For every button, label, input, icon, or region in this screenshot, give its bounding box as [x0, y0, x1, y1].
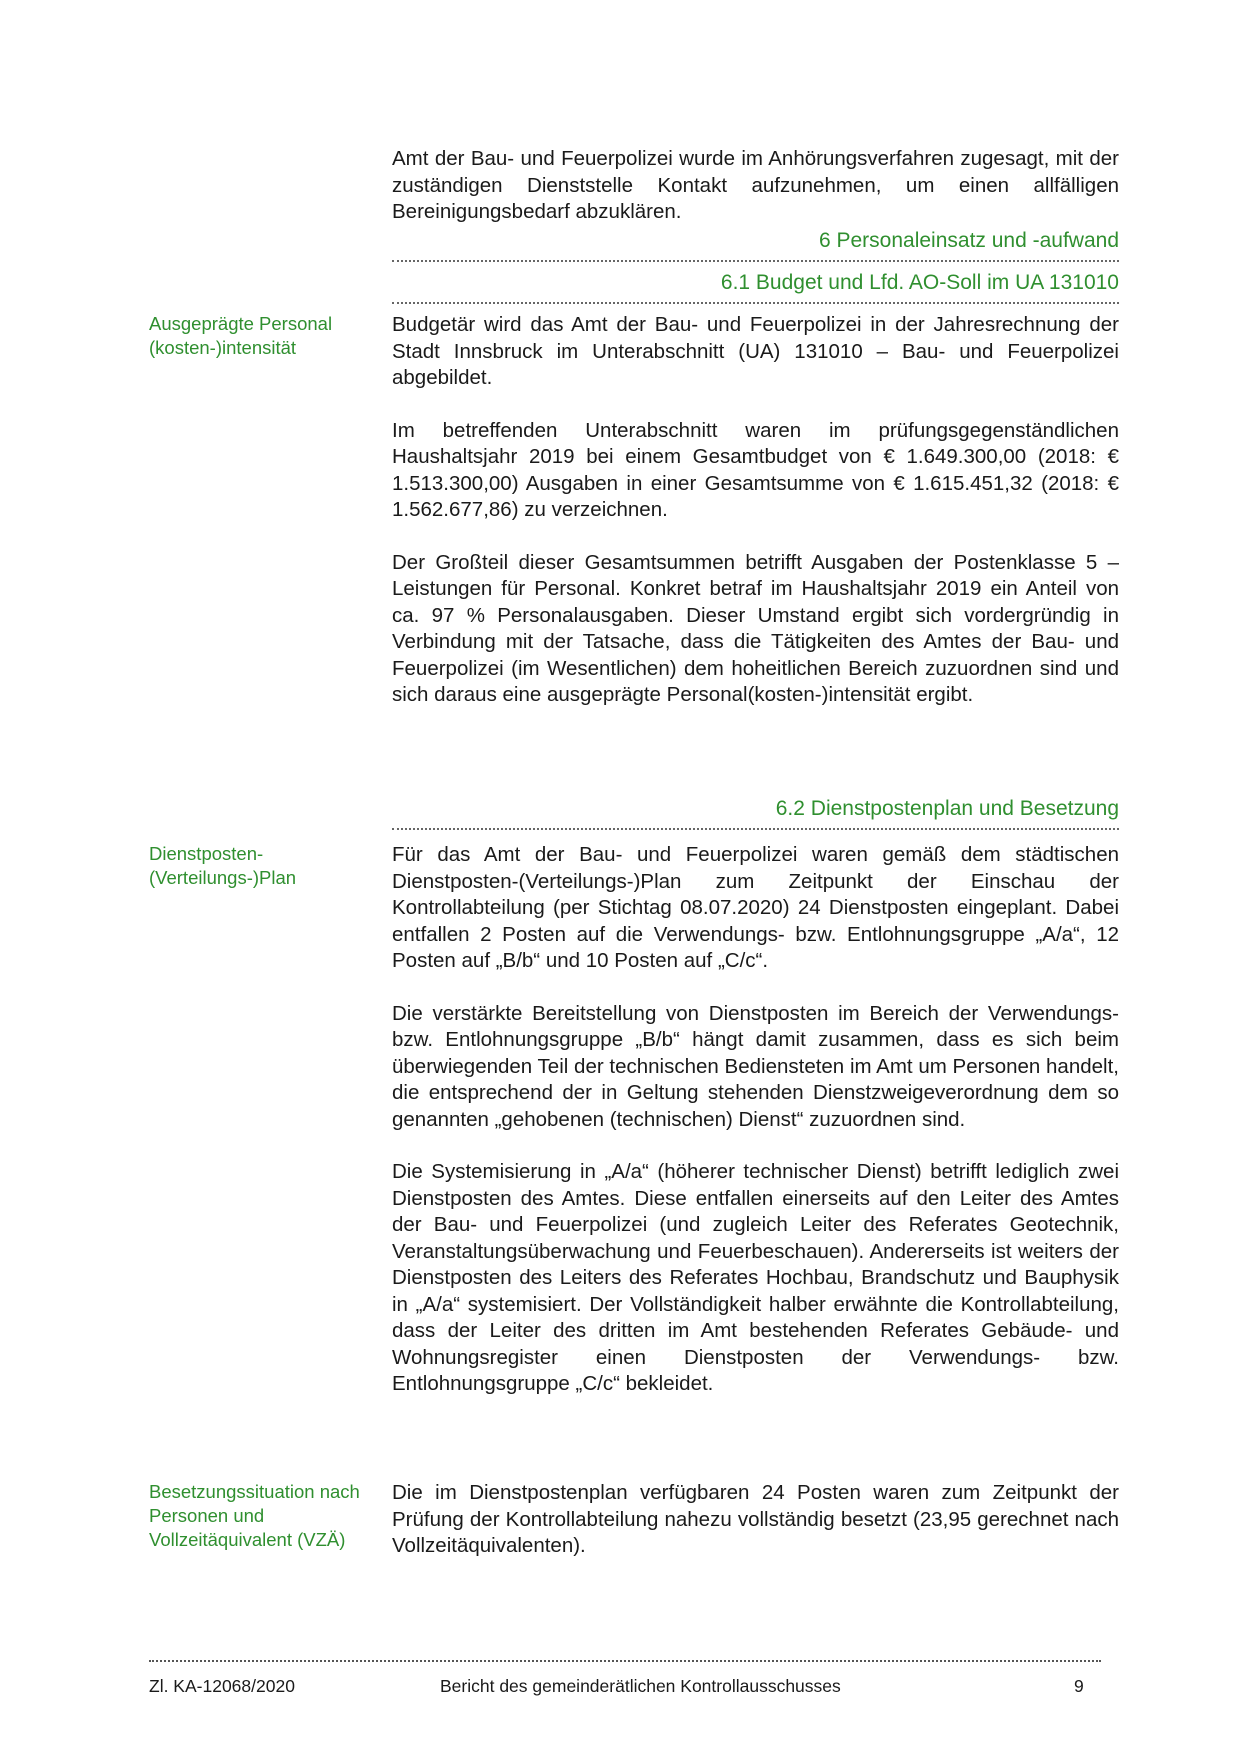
intro-block: [392, 146, 1119, 226]
paragraph-occupancy: Die im Dienstpostenplan verfügbaren 24 Posten waren zum Zeitpunkt der Prüfung der Kontrollabteilung nahezu vollständig besetzt (23,95 gerechnet nach Vollzeitäquivalenten).: [392, 1481, 1119, 1557]
paragraph-group-aa: Die Systemisierung in „A/a“ (höherer technischer Dienst) betrifft lediglich zwei Dienstposten des Amtes. Diese entfallen einerseits auf den Leiter des Amtes der Bau- und Feuerpolizei (und zugleich Leiter des Referates Geotechnik, Veranstaltungsüberwachung und Feuerbeschauen). Andererseits ist weiters der Dienstposten des Leiters des Referates Hochbau, Brandschutz und Bauphysik in „A/a“ systemisiert. Der Vollständigkeit halber erwähnte die Kontrollabteilung, dass der Leiter des dritten im Amt bestehenden Referates Gebäude- und Wohnungsregister einen Dienstposten der Verwendungs- bzw. Entlohnungsgruppe „C/c“ bekleidet.: [392, 1160, 1119, 1395]
section-6-1-heading: 6.1 Budget und Lfd. AO-Soll im UA 131010: [392, 270, 1119, 304]
footer-divider: [149, 1660, 1101, 1662]
paragraph-expenses: Im betreffenden Unterabschnitt waren im prüfungsgegenständlichen Haushaltsjahr 2019 bei einem Gesamtbudget von € 1.649.300,00 (2018: € 1.513.300,00) Ausgaben in einer Gesamtsumme von € 1.615.451,32 (2018: € 1.562.677,86) zu verzeichnen.: [392, 418, 1119, 521]
section-6-heading: 6 Personaleinsatz und -aufwand: [392, 228, 1119, 262]
section-6-2-body: [392, 842, 1119, 1398]
margin-note-occupancy: Besetzungssituation nach Personen und Vollzeitäquivalent (VZÄ): [149, 1481, 360, 1550]
section-6-2-final: [392, 1480, 1119, 1560]
paragraph-personnel-costs: Der Großteil dieser Gesamtsummen betrifft Ausgaben der Postenklasse 5 – Leistungen für Personal. Konkret betraf im Haushaltsjahr 2019 ein Anteil von ca. 97 % Personalausgaben. Dieser Umstand ergibt sich vordergründig in Verbindung mit der Tatsache, dass die Tätigkeiten des Amtes der Bau- und Feuerpolizei (im Wesentlichen) dem hoheitlichen Bereich zuzuordnen sind und sich daraus eine ausgeprägte Personal(kosten-)intensität ergibt.: [392, 550, 1119, 706]
paragraph-budget: Budgetär wird das Amt der Bau- und Feuerpolizei in der Jahresrechnung der Stadt Innsbruck im Unterabschnitt (UA) 131010 – Bau- und Feuerpolizei abgebildet.: [392, 313, 1119, 389]
footer-page-number: 9: [1074, 1676, 1084, 1696]
section-6-1-body: [392, 312, 1119, 709]
intro-paragraph: Amt der Bau- und Feuerpolizei wurde im Anhörungsverfahren zugesagt, mit der zuständigen Dienststelle Kontakt aufzunehmen, um einen allfälligen Bereinigungsbedarf abzuklären.: [392, 147, 1119, 223]
section-6-2-heading: 6.2 Dienstpostenplan und Besetzung: [392, 796, 1119, 830]
paragraph-group-bb: Die verstärkte Bereitstellung von Dienstposten im Bereich der Verwendungs- bzw. Entlohnungsgruppe „B/b“ hängt damit zusammen, dass es sich beim überwiegenden Teil der technischen Bediensteten im Amt um Personen handelt, die entsprechend der in Geltung stehenden Dienstzweigeverordnung dem so genannten „gehobenen (technischen) Dienst“ zuzuordnen sind.: [392, 1001, 1119, 1131]
footer-report-title: Bericht des gemeinderätlichen Kontrollausschusses: [440, 1676, 841, 1696]
paragraph-staffing-plan: Für das Amt der Bau- und Feuerpolizei waren gemäß dem städtischen Dienstposten-(Verteilungs-)Plan zum Zeitpunkt der Einschau der Kontrollabteilung (per Stichtag 08.07.2020) 24 Dienstposten eingeplant. Dabei entfallen 2 Posten auf die Verwendungs- bzw. Entlohnungsgruppe „A/a“, 12 Posten auf „B/b“ und 10 Posten auf „C/c“.: [392, 843, 1119, 972]
margin-note-staffing-plan: Dienstposten-(Verteilungs-)Plan: [149, 843, 297, 888]
margin-note-personal-intensity: Ausgeprägte Personal (kosten-)intensität: [149, 313, 333, 358]
footer-reference: Zl. KA-12068/2020: [149, 1676, 295, 1696]
